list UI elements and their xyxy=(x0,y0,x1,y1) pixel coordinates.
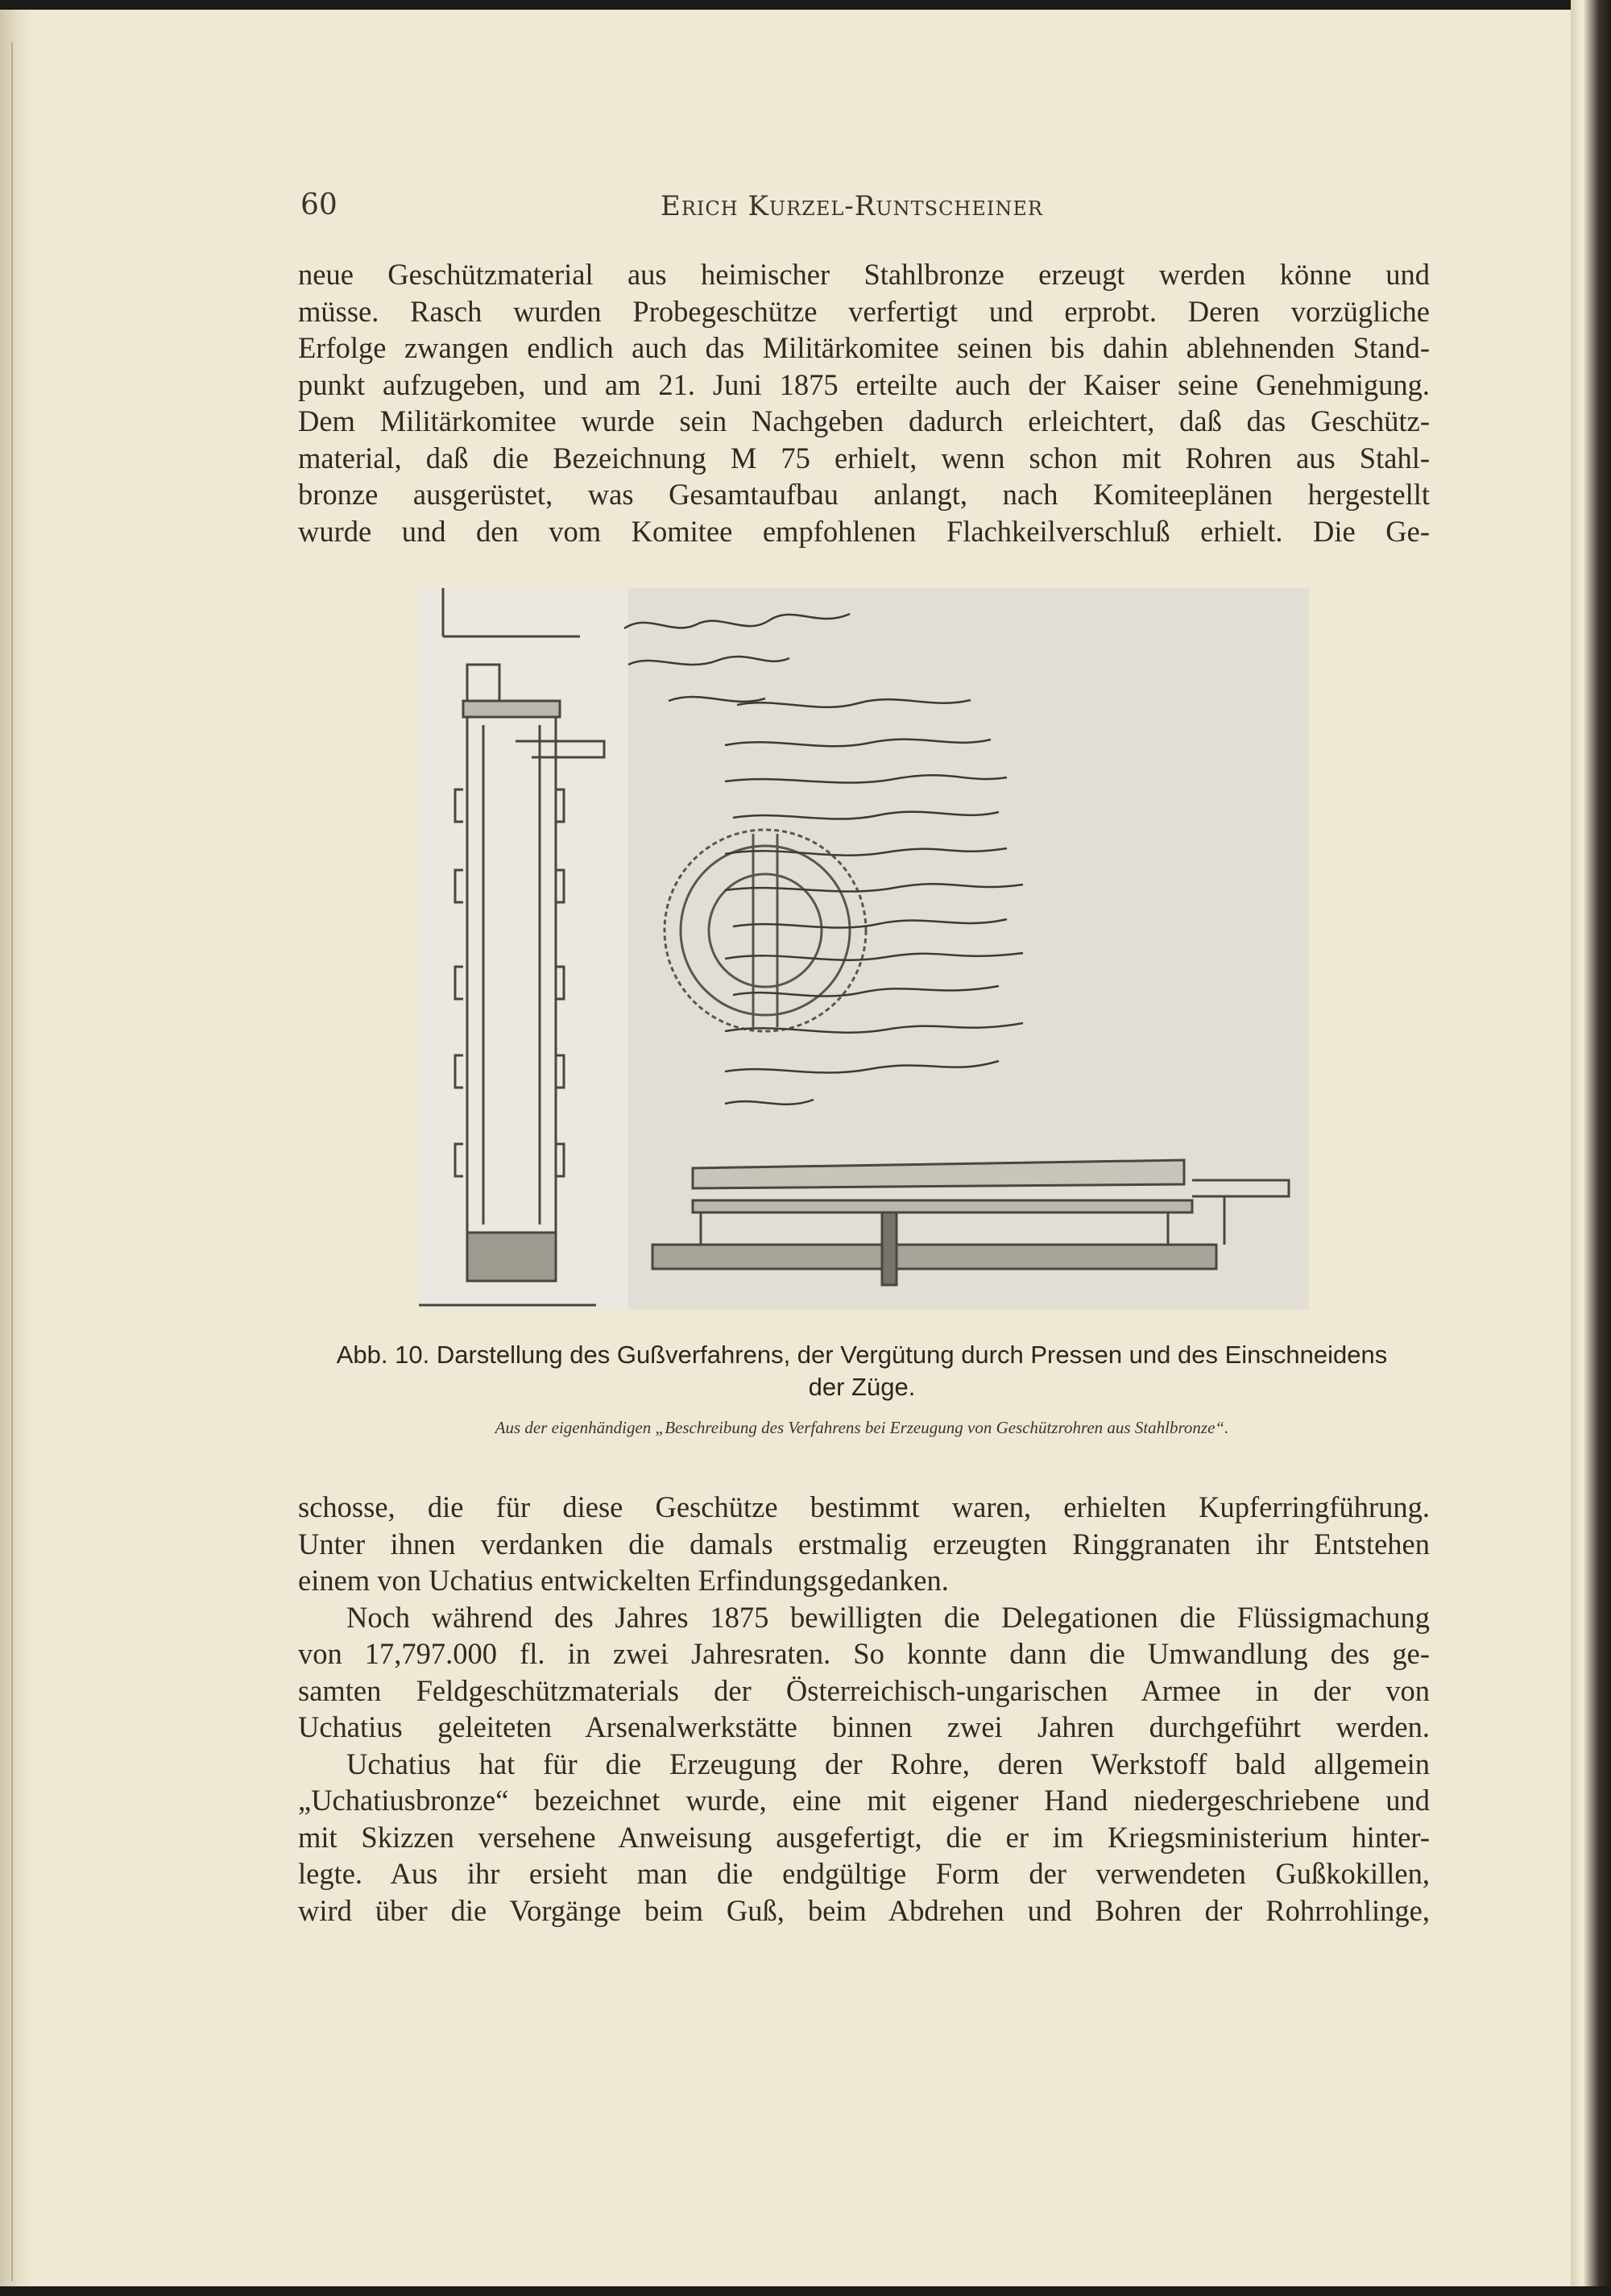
page-edge xyxy=(1571,0,1611,2296)
running-head: Erich Kurzel-Runtscheiner xyxy=(661,190,1043,222)
book-binding xyxy=(0,10,32,2290)
text-line: material, daß die Bezeichnung M 75 erhielt, wenn schon mit Rohren aus Stahl- xyxy=(298,441,1430,475)
text-line: legte. Aus ihr ersieht man die endgültige Form der verwendeten Gußkokillen, xyxy=(298,1857,1430,1890)
text-line: wurde und den vom Komitee empfohlenen Flachkeilverschluß erhielt. Die Ge- xyxy=(298,514,1430,548)
casting-sketch xyxy=(419,588,1309,1309)
figure-caption: Abb. 10. Darstellung des Gußverfahrens, der Vergütung durch Pressen und des Einschneidens xyxy=(336,1341,1388,1369)
scan-border xyxy=(0,2286,1611,2296)
figure-caption-continued: der Züge. xyxy=(808,1373,916,1401)
text-line: schosse, die für diese Geschütze bestimmt waren, erhielten Kupferringführung. xyxy=(298,1490,1430,1523)
text-line: neue Geschützmaterial aus heimischer Stahlbronze erzeugt werden könne und xyxy=(298,258,1430,291)
text-line: von 17,797.000 fl. in zwei Jahresraten. So konnte dann die Umwandlung des ge- xyxy=(298,1637,1430,1670)
text-line: Uchatius geleiteten Arsenalwerkstätte binnen zwei Jahren durchgeführt werden. xyxy=(298,1710,1430,1743)
text-line: Noch während des Jahres 1875 bewilligten die Delegationen die Flüssigmachung xyxy=(346,1600,1430,1634)
figure-caption-block xyxy=(274,1339,1450,1439)
text-line: Uchatius hat für die Erzeugung der Rohre, deren Werkstoff bald allgemein xyxy=(346,1747,1430,1780)
page-number: 60 xyxy=(300,189,338,222)
text-line: mit Skizzen versehene Anweisung ausgefertigt, die er im Kriegsministerium hinter- xyxy=(298,1820,1430,1854)
figure-source: Aus der eigenhändigen „Beschreibung des Verfahrens bei Erzeugung von Geschützrohren aus Stahlbronze“. xyxy=(495,1418,1229,1437)
paragraph-bottom xyxy=(298,1489,1430,1929)
text-line: Unter ihnen verdanken die damals erstmalig erzeugten Ringgranaten ihr Entstehen xyxy=(298,1527,1430,1560)
text-line: müsse. Rasch wurden Probegeschütze verfertigt und erprobt. Deren vorzügliche xyxy=(298,294,1430,328)
text-line: wird über die Vorgänge beim Guß, beim Abdrehen und Bohren der Rohrrohlinge, xyxy=(298,1893,1430,1927)
text-line: samten Feldgeschützmaterials der Österreichisch-ungarischen Armee in der von xyxy=(298,1673,1430,1707)
text-line: Dem Militärkomitee wurde sein Nachgeben dadurch erleichtert, daß das Geschütz- xyxy=(298,404,1430,437)
figure-illustration xyxy=(419,588,1309,1309)
text-line: „Uchatiusbronze“ bezeichnet wurde, eine mit eigener Hand niedergeschriebene und xyxy=(298,1784,1430,1817)
text-line: Erfolge zwangen endlich auch das Militärkomitee seinen bis dahin ablehnenden Stand- xyxy=(298,331,1430,364)
paragraph-top xyxy=(298,256,1430,549)
text-line: einem von Uchatius entwickelten Erfindungsgedanken. xyxy=(298,1564,949,1597)
text-line: punkt aufzugeben, und am 21. Juni 1875 erteilte auch der Kaiser seine Genehmigung. xyxy=(298,367,1430,401)
text-line: bronze ausgerüstet, was Gesamtaufbau anlangt, nach Komiteeplänen hergestellt xyxy=(298,478,1430,511)
binding-line xyxy=(11,42,13,2281)
